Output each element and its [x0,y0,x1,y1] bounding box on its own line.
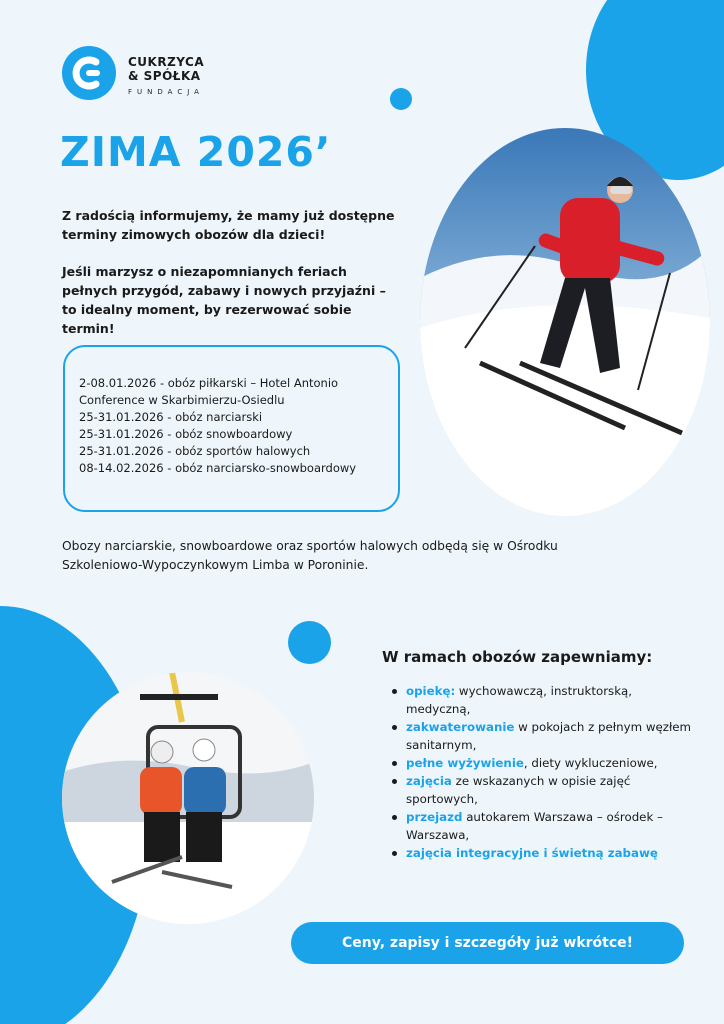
camp-date-item: 25-31.01.2026 - obóz snowboardowy [79,427,293,441]
feature-item: pełne wyżywienie, diety wykluczeniowe, [392,754,692,772]
camp-date-item: 25-31.01.2026 - obóz sportów halowych [79,444,311,458]
feature-item: zajęcia ze wskazanych w opisie zajęć sportowych, [392,772,692,808]
deco-dot-small [390,88,412,110]
deco-dot-medium [288,621,331,664]
camp-date-item: 25-31.01.2026 - obóz narciarski [79,410,263,424]
logo-subtitle: FUNDACJA [128,88,204,96]
intro-paragraph-1: Z radością informujemy, że mamy już dostępne terminy zimowych obozów dla dzieci! [62,208,395,242]
skier-photo [420,128,710,516]
logo-mark [62,46,116,100]
logo-line-2: & SPÓŁKA [128,69,201,83]
cta-button[interactable]: Ceny, zapisy i szczegóły już wkrótce! [291,922,684,964]
logo-line-1: CUKRZYCA [128,55,205,69]
features-list [392,682,692,862]
logo-wordmark [128,55,204,83]
feature-item: zakwaterowanie w pokojach z pełnym węzłem sanitarnym, [392,718,692,754]
feature-item: zajęcia integracyjne i świetną zabawę [392,844,692,862]
camp-dates-box [63,345,400,512]
feature-item: przejazd autokarem Warszawa – ośrodek – Warszawa, [392,808,692,844]
features-title: W ramach obozów zapewniamy: [382,648,653,666]
page-title: ZIMA 2026’ [60,128,332,176]
venue-text: Obozy narciarskie, snowboardowe oraz sportów halowych odbędą się w Ośrodku Szkoleniowo-Wypoczynkowym Limba w Poroninie. [62,539,558,572]
camp-date-item: 2-08.01.2026 - obóz piłkarski – Hotel Antonio Conference w Skarbimierzu-Osiedlu [79,376,339,407]
intro-text [62,206,402,338]
camp-date-item: 08-14.02.2026 - obóz narciarsko-snowboardowy [79,461,357,475]
intro-paragraph-2: Jeśli marzysz o niezapomnianych feriach pełnych przygód, zabawy i nowych przyjaźni – to idealny moment, by rezerwować sobie termin! [62,264,386,336]
chairlift-photo [62,672,314,924]
feature-item: opiekę: wychowawczą, instruktorską, medyczną, [392,682,692,718]
